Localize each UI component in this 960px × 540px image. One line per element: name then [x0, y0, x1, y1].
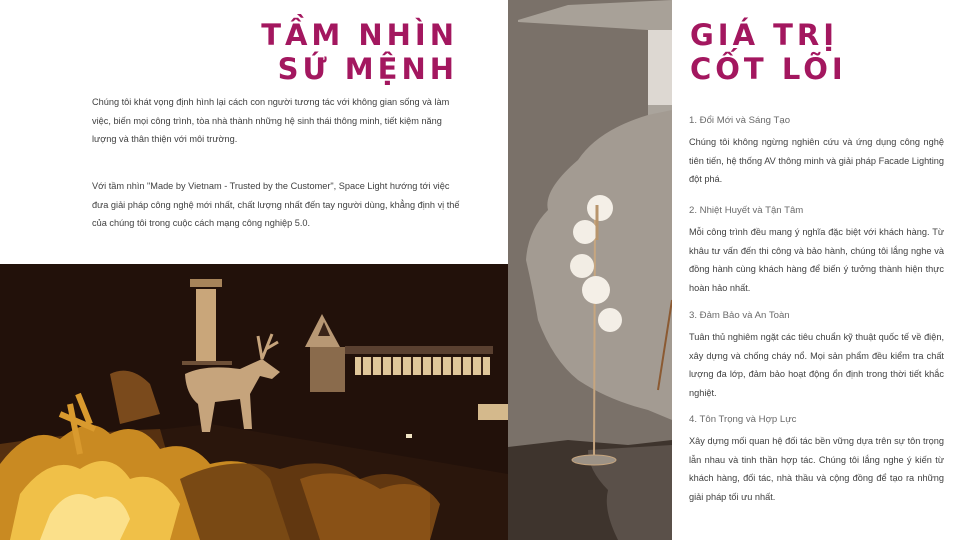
core-value-text: Xây dựng mối quan hệ đối tác bền vững dựa trên sự tôn trọng lẫn nhau và tinh thần hợp tác. Chúng tôi lắng nghe ý kiến từ khách hàng, đối tác, nhà thầu và cộng đồng để tạo ra những giải pháp tối ưu nhất. [689, 436, 944, 502]
core-value-item [689, 114, 944, 189]
core-value-heading: 3. Đảm Bảo và An Toàn [689, 310, 790, 321]
core-value-heading: 2. Nhiệt Huyết và Tận Tâm [689, 205, 804, 216]
core-value-text: Tuân thủ nghiêm ngặt các tiêu chuẩn kỹ thuật quốc tế về điện, xây dựng và chống cháy nổ. Mọi sản phẩm đều kiểm tra chất lượng đa lớp, đảm bảo hoạt động ổn định trong thời tiết khắc nghiệt. [689, 332, 944, 398]
night-landscape-image [0, 264, 508, 540]
vision-title-line2: SỨ MỆNH [277, 52, 458, 86]
core-value-heading: 1. Đổi Mới và Sáng Tạo [689, 115, 791, 126]
vision-paragraph-1: Chúng tôi khát vọng định hình lại cách con người tương tác với không gian sống và làm việc, biến mọi công trình, tòa nhà thành những hệ sinh thái thông minh, tiết kiệm năng lượng và thân thiện với môi trường. [92, 97, 450, 144]
vision-paragraph-2: Với tầm nhìn "Made by Vietnam - Trusted by the Customer", Space Light hướng tới việc đưa giải pháp công nghệ mới nhất, chất lượng nhất đến tay người dùng, khẳng định vị thế của chúng tôi trong cuộc cách mạng công nghiệp 5.0. [92, 181, 460, 228]
values-title-line1: GIÁ TRỊ [690, 18, 839, 52]
vision-title-line1: TẦM NHÌN [261, 18, 458, 52]
floor-lamp-image [508, 0, 672, 540]
core-value-text: Chúng tôi không ngừng nghiên cứu và ứng dụng công nghệ tiên tiến, hệ thống AV thông minh và giải pháp Facade Lighting đột phá. [689, 137, 944, 184]
core-value-item [689, 309, 944, 402]
core-value-item [689, 413, 944, 506]
core-values-title [690, 18, 950, 86]
core-value-item [689, 204, 944, 297]
vision-mission-title [158, 18, 458, 86]
core-value-text: Mỗi công trình đều mang ý nghĩa đặc biệt với khách hàng. Từ khâu tư vấn đến thi công và bảo hành, chúng tôi lắng nghe và đồng hành cùng khách hàng để biến ý tưởng thành hiện thực hoàn hảo nhất. [689, 227, 944, 293]
values-title-line2: CỐT LÕI [690, 52, 847, 86]
core-value-heading: 4. Tôn Trọng và Hợp Lực [689, 414, 797, 425]
